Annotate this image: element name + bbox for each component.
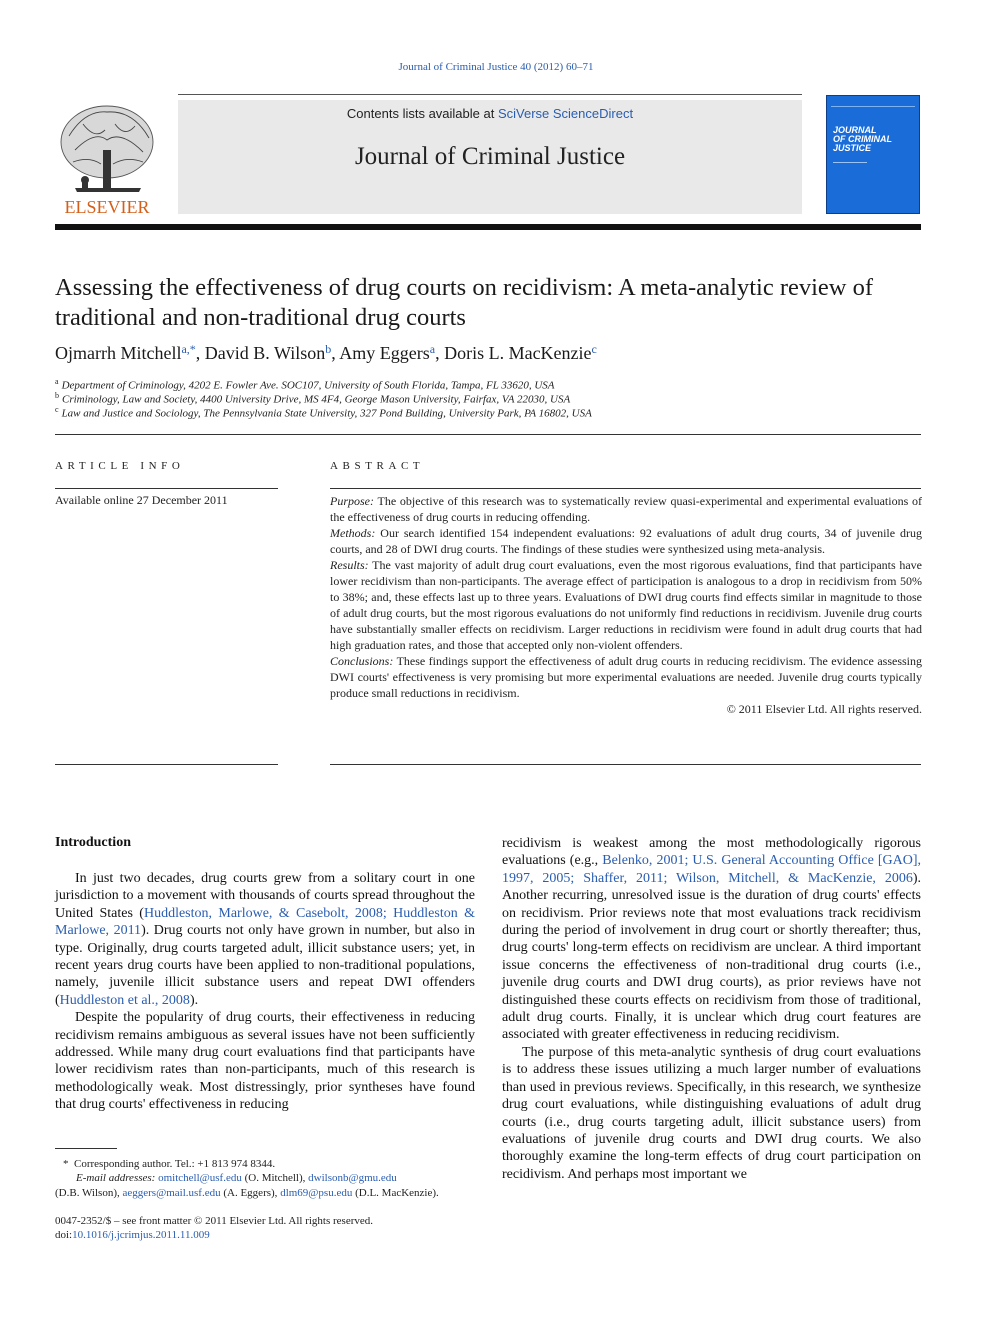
footnote-corresponding	[63, 1157, 503, 1172]
author-affiliation-mark[interactable]: a	[429, 342, 436, 356]
affiliation	[55, 405, 935, 420]
author-separator: ,	[331, 343, 340, 363]
email-link[interactable]: dwilsonb@gmu.edu	[308, 1172, 397, 1184]
author-name: Ojmarrh Mitchell	[55, 343, 182, 363]
footnote-rule	[55, 1148, 117, 1149]
email-owner: (A. Eggers),	[220, 1187, 281, 1199]
section-rule	[55, 434, 921, 435]
abstract-label: Conclusions:	[330, 654, 394, 668]
email-link[interactable]: aeggers@mail.usf.edu	[122, 1187, 221, 1199]
abstract-conclusions	[330, 653, 922, 701]
author-name: Amy Eggers	[339, 343, 430, 363]
body-paragraph: Despite the popularity of drug courts, their effectiveness in reducing recidivism remains ambiguous as several issues have not been sufficiently addressed. While many drug court evaluations find that participants have lower recidivism rates than non-participants, much of this research is methodologically weak. Most distressingly, prior syntheses have found that drug courts' effectiveness in reducing	[55, 1010, 475, 1113]
author-affiliation-mark[interactable]: b	[325, 342, 332, 356]
body-left-column	[55, 870, 475, 1114]
author-affiliation-mark[interactable]: a,*	[181, 342, 196, 356]
journal-name: Journal of Criminal Justice	[354, 143, 626, 170]
author-list	[55, 342, 925, 364]
abstract-copyright: © 2011 Elsevier Ltd. All rights reserved.	[726, 702, 922, 716]
affiliation-mark: c	[55, 405, 59, 414]
article-info-bottom-rule	[55, 764, 278, 765]
contents-prefix: Contents lists available at	[346, 106, 498, 121]
email-link[interactable]: dlm69@psu.edu	[280, 1187, 353, 1199]
abstract-bottom-rule	[330, 764, 921, 765]
header-thick-rule	[55, 224, 921, 230]
abstract-purpose	[330, 493, 922, 525]
abstract-label: Methods:	[330, 526, 376, 540]
citation-link[interactable]: Huddleston et al., 2008	[59, 992, 190, 1008]
corresponding-author-text: Corresponding author. Tel.: +1 813 974 8344.	[74, 1158, 276, 1170]
body-paragraph: The purpose of this meta-analytic synthesis of drug court evaluations is to address these issues utilizing a much larger number of evaluations than used in previous reviews. Specifically, in this research, we synthesize drug court evaluations, while distinguishing evaluations of adult drug courts (i.e., drug courts targeting adult, illicit substance users) from evaluations of juvenile drug courts and DWI drug courts. We also thoroughly examine the long-term effects of drug court participation on recidivism. And perhaps most important we	[502, 1044, 921, 1182]
affiliation-mark: a	[55, 377, 59, 386]
email-owner: (O. Mitchell),	[241, 1172, 309, 1184]
footnote-asterisk: *	[63, 1158, 69, 1170]
body-paragraph	[502, 835, 921, 1044]
abstract-text: The objective of this research was to systematically review quasi-experimental and experimental evaluations of the effectiveness of drug courts in reducing offending.	[330, 494, 922, 524]
body-text: ). Drug courts not only have grown in number, but also in type. Originally, drug courts targeted adult, illicit substance users; yet, in recent years drug courts have been applied to non-traditional populations, namely, juvenile illicit substance users and repeat DWI offenders (	[55, 923, 475, 1008]
footnote-emails-cont	[55, 1186, 495, 1201]
citation-link[interactable]: Belenko, 2001; U.S. General Accounting Office [GAO], 1997, 2005; Shaffer, 2011; Wilson, Mitchell, & MacKenzie, 2006	[502, 853, 921, 886]
cover-title-line: JUSTICE	[833, 143, 872, 153]
abstract-label: Purpose:	[330, 494, 374, 508]
affiliation-text: Department of Criminology, 4202 E. Fowler Ave. SOC107, University of South Florida, Tampa, FL 33620, USA	[61, 379, 555, 392]
cover-title-line: OF CRIMINAL	[833, 134, 892, 144]
abstract-results	[330, 557, 922, 653]
author-separator: ,	[195, 343, 205, 363]
doi-link[interactable]: 10.1016/j.jcrimjus.2011.11.009	[72, 1229, 210, 1241]
cover-title-line: JOURNAL	[833, 125, 877, 135]
available-online-date: Available online 27 December 2011	[55, 493, 228, 507]
svg-text:ELSEVIER: ELSEVIER	[64, 197, 150, 217]
abstract-label: Results:	[330, 558, 369, 572]
body-right-column	[502, 835, 921, 1183]
article-title: Assessing the effectiveness of drug courts on recidivism: A meta-analytic review of traditional and non-traditional drug courts	[55, 274, 874, 331]
email-owner: (D.B. Wilson),	[55, 1187, 123, 1199]
author-affiliation-mark[interactable]: c	[591, 342, 597, 356]
journal-citation-link[interactable]: Journal of Criminal Justice 40 (2012) 60–71	[398, 61, 594, 73]
abstract-text: The vast majority of adult drug court evaluations, even the most rigorous evaluations, find that participants have lower recidivism than non-participants. The average effect of participation is analogous to a drop in recidivism from 50% to 38%; and, these effects last up to three years. Evaluations of DWI drug courts find effects similar in magnitude to those of adult drug courts, but the most rigorous evaluations do not uniformly find reductions in recidivism. Juvenile drug courts have substantially smaller effects on recidivism. Larger reductions in recidivism were found in adult drug courts that had high graduation rates, and those that accepted only non-violent offenders.	[330, 558, 922, 652]
introduction-heading: Introduction	[55, 835, 131, 850]
abstract-heading: ABSTRACT	[330, 460, 425, 472]
journal-cover[interactable]	[826, 95, 920, 214]
body-text: In just two decades, drug courts grew from a solitary court in one jurisdiction to a movement with thousands of courts spread throughout the United States (	[55, 871, 475, 921]
article-info-rule	[55, 488, 278, 489]
elsevier-logo	[55, 100, 160, 218]
affiliation	[55, 391, 935, 406]
abstract-methods	[330, 525, 922, 557]
email-label: E-mail addresses:	[76, 1172, 156, 1184]
abstract-rule	[330, 488, 921, 489]
body-paragraph	[55, 870, 475, 1009]
citation-link[interactable]: Huddleston, Marlowe, & Casebolt, 2008; Huddleston & Marlowe, 2011	[55, 905, 475, 939]
header-rule	[178, 94, 802, 95]
body-text: ). Another recurring, unresolved issue is the duration of drug courts' effects on recidivism. Prior reviews note that most evaluations track recidivism during the period of involvement in drug court or shortly thereafter; thus, drug courts' long-term effects on recidivism are unclear. A third important issue concerns the effectiveness of non-traditional drug courts (i.e., juvenile drug courts and DWI drug courts), as prior reviews have not distinguished these courts effects on recidivism from those of traditional, adult drug courts. Finally, it is unclear which drug court features are associated with greater effectiveness in reducing recidivism.	[502, 870, 921, 1043]
contents-line	[178, 106, 802, 121]
body-text: recidivism is weakest among the most methodologically rigorous evaluations (e.g.,	[502, 836, 921, 869]
abstract-text: These findings support the effectiveness of adult drug courts in reducing recidivism. The evidence assessing DWI courts' effectiveness is very promising but more experimental evaluations are needed. Juvenile drug courts typically produce small reductions in recidivism.	[330, 654, 922, 700]
email-owner: (D.L. MacKenzie).	[352, 1187, 439, 1199]
affiliation-text: Criminology, Law and Society, 4400 University Drive, MS 4F4, George Mason University, Fairfax, VA 22030, USA	[62, 393, 571, 406]
author-separator: ,	[435, 343, 445, 363]
author-name: David B. Wilson	[204, 343, 326, 363]
affiliation-text: Law and Justice and Sociology, The Pennsylvania State University, 327 Pond Building, University Park, PA 16802, USA	[61, 407, 592, 420]
affiliation-mark: b	[55, 391, 59, 400]
cover-rule	[833, 162, 867, 163]
elsevier-tree-icon	[55, 100, 160, 218]
abstract-body	[330, 493, 922, 717]
abstract-text: Our search identified 154 independent evaluations: 92 evaluations of adult drug courts, 34 of juvenile drug courts, and 28 of DWI drug courts. The findings of these studies were synthesized using meta-analysis.	[330, 526, 922, 556]
doi-line	[55, 1228, 495, 1243]
cover-top-band	[831, 100, 915, 107]
affiliation	[55, 377, 935, 392]
footnote-emails	[76, 1171, 516, 1186]
author-name: Doris L. MacKenzie	[444, 343, 592, 363]
body-text: ).	[189, 992, 199, 1008]
issn-line: 0047-2352/$ – see front matter © 2011 Elsevier Ltd. All rights reserved.	[55, 1215, 374, 1227]
article-info-heading: ARTICLE INFO	[55, 460, 185, 472]
sciencedirect-link[interactable]: SciVerse ScienceDirect	[497, 106, 634, 121]
doi-label: doi:	[55, 1229, 73, 1241]
cover-title	[833, 126, 913, 153]
email-link[interactable]: omitchell@usf.edu	[158, 1172, 242, 1184]
